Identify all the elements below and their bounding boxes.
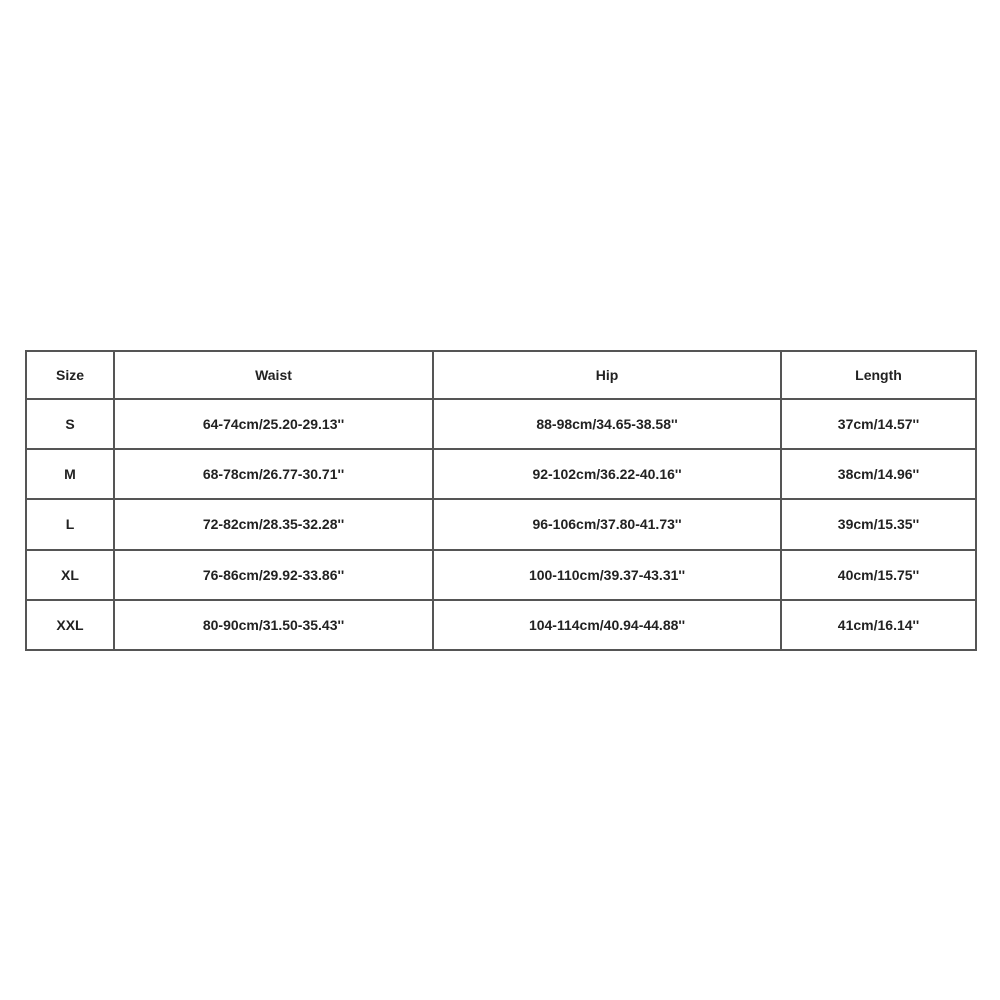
cell-length: 38cm/14.96'' [781, 449, 976, 499]
cell-size: M [26, 449, 114, 499]
cell-size: L [26, 499, 114, 549]
cell-hip: 88-98cm/34.65-38.58'' [433, 399, 781, 449]
cell-hip: 100-110cm/39.37-43.31'' [433, 550, 781, 600]
table-row [26, 399, 976, 449]
cell-length: 41cm/16.14'' [781, 600, 976, 650]
cell-waist: 80-90cm/31.50-35.43'' [114, 600, 433, 650]
header-row [26, 351, 976, 399]
cell-waist: 68-78cm/26.77-30.71'' [114, 449, 433, 499]
cell-length: 37cm/14.57'' [781, 399, 976, 449]
table-row [26, 499, 976, 549]
cell-waist: 64-74cm/25.20-29.13'' [114, 399, 433, 449]
header-waist: Waist [114, 351, 433, 399]
table-header [26, 351, 976, 399]
cell-hip: 104-114cm/40.94-44.88'' [433, 600, 781, 650]
header-size: Size [26, 351, 114, 399]
size-chart-table [25, 350, 977, 651]
table-row [26, 550, 976, 600]
cell-waist: 76-86cm/29.92-33.86'' [114, 550, 433, 600]
cell-hip: 92-102cm/36.22-40.16'' [433, 449, 781, 499]
cell-waist: 72-82cm/28.35-32.28'' [114, 499, 433, 549]
table-body [26, 399, 976, 650]
cell-hip: 96-106cm/37.80-41.73'' [433, 499, 781, 549]
header-hip: Hip [433, 351, 781, 399]
cell-length: 39cm/15.35'' [781, 499, 976, 549]
cell-length: 40cm/15.75'' [781, 550, 976, 600]
cell-size: XXL [26, 600, 114, 650]
cell-size: XL [26, 550, 114, 600]
cell-size: S [26, 399, 114, 449]
table-row [26, 449, 976, 499]
header-length: Length [781, 351, 976, 399]
table-row [26, 600, 976, 650]
